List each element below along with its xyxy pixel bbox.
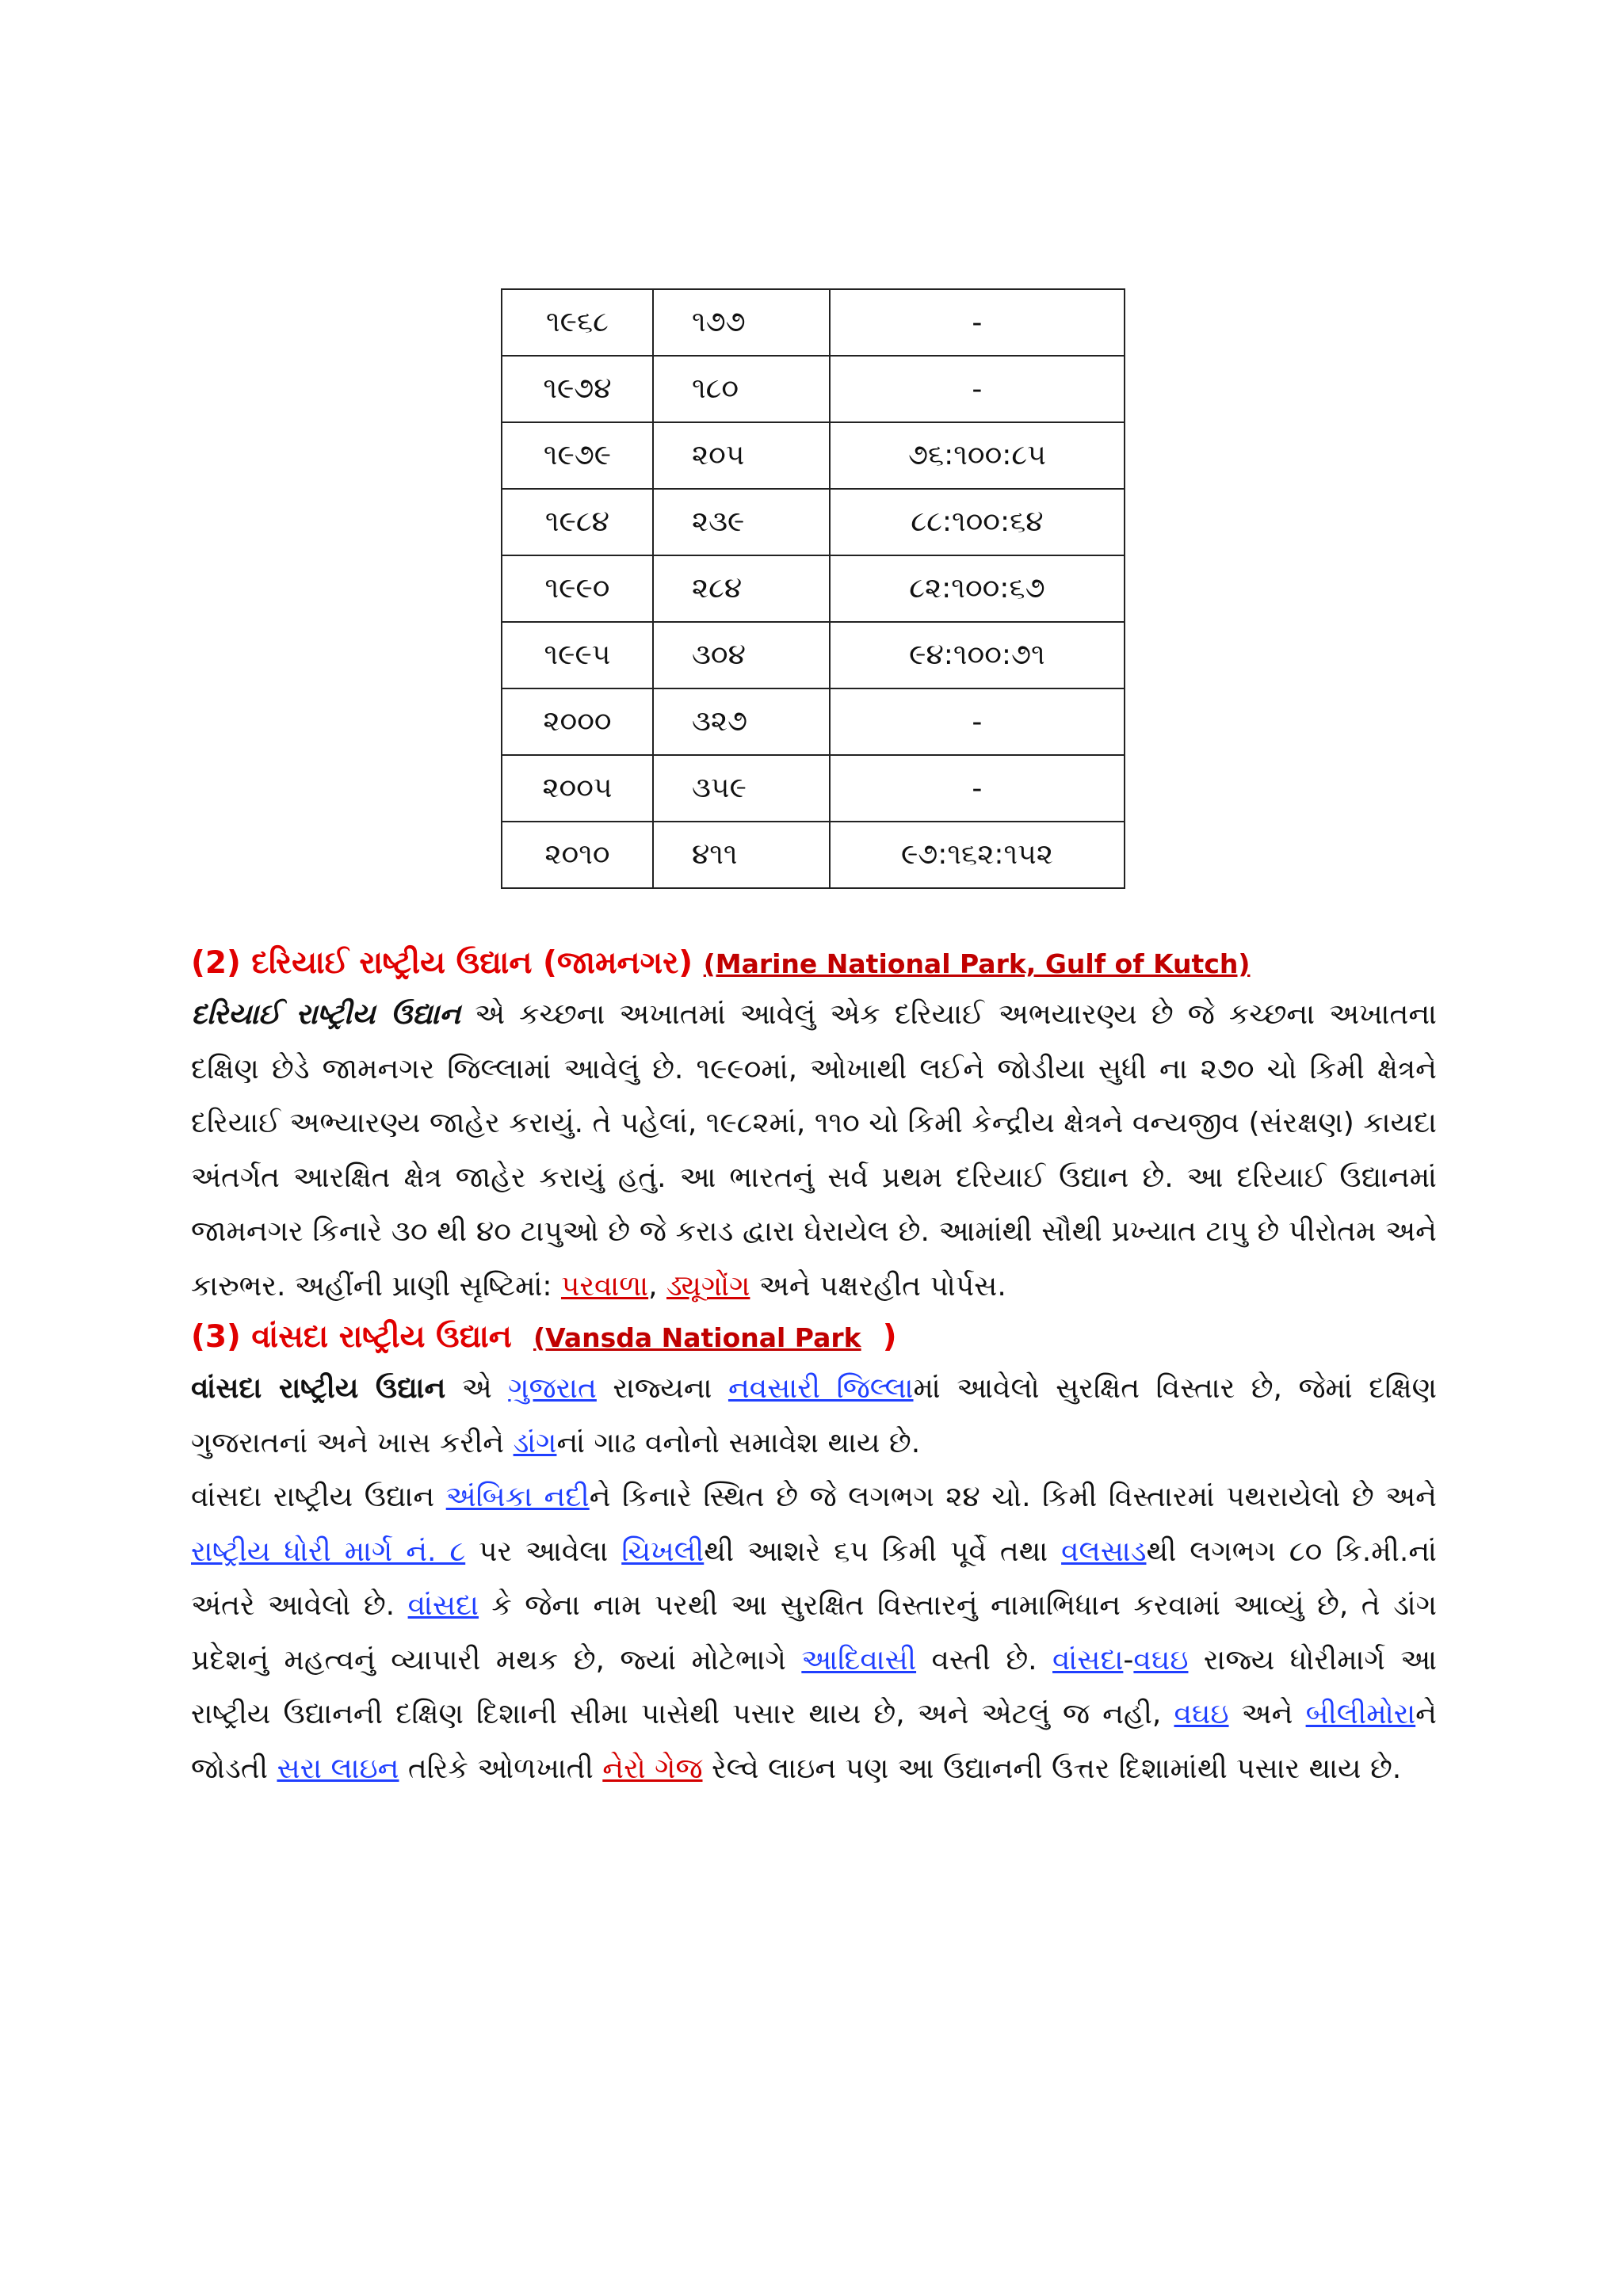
link-dugong[interactable]: ડ્યૂગોંગ xyxy=(666,1269,750,1302)
section2-heading-en: (Marine National Park, Gulf of Kutch) xyxy=(703,948,1251,979)
ratio-cell: ૯૪:૧૦૦:૭૧ xyxy=(830,622,1125,688)
ratio-cell: ૮૨:૧૦૦:૬૭ xyxy=(830,555,1125,622)
section3-heading xyxy=(191,1314,1437,1362)
link-ambika-river[interactable]: અંબિકા નદી xyxy=(445,1481,590,1513)
value-cell: ૨૩૯ xyxy=(653,489,830,555)
year-cell: ૧૯૮૪ xyxy=(502,489,653,555)
year-cell: ૨૦૦૫ xyxy=(502,755,653,822)
table-row xyxy=(502,688,1125,755)
link-gujarat[interactable]: ગુજરાત xyxy=(508,1372,597,1405)
link-coral[interactable]: પરવાળા xyxy=(560,1269,649,1302)
ratio-cell: - xyxy=(830,688,1125,755)
link-national-highway-8[interactable]: રાષ્ટ્રીય ધોરી માર્ગ નં. ૮ xyxy=(191,1535,466,1568)
link-vaghai[interactable]: વઘઇ xyxy=(1133,1643,1189,1676)
text: એ xyxy=(445,1372,509,1405)
value-cell: ૪૧૧ xyxy=(653,822,830,888)
value-cell: ૨૦૫ xyxy=(653,422,830,489)
text: ને જોડતી xyxy=(191,1698,1437,1785)
year-cell: ૨૦૧૦ xyxy=(502,822,653,888)
section3-paragraph-2 xyxy=(191,1470,1437,1796)
section2-text-end: અને પક્ષરહીત પોર્પસ. xyxy=(750,1269,1006,1302)
value-cell: ૩૫૯ xyxy=(653,755,830,822)
text: થી આશરે ૬૫ કિમી પૂર્વે તથા xyxy=(704,1535,1062,1568)
link-sara-line[interactable]: સરા લાઇન xyxy=(277,1752,399,1785)
ratio-cell: - xyxy=(830,356,1125,422)
section3-heading-gu: (3) વાંસદા રાષ્ટ્રીય ઉદ્યાન xyxy=(191,1319,512,1355)
year-cell: ૧૯૭૯ xyxy=(502,422,653,489)
text: ને કિનારે સ્થિત છે જે લગભગ ૨૪ ચો. કિમી વિસ્તારમાં પથરાયેલો છે અને xyxy=(589,1481,1437,1513)
content-body xyxy=(191,940,1437,1796)
section3-lead: વાંસદા રાષ્ટ્રીય ઉદ્યાન xyxy=(191,1372,446,1405)
text: નાં ગાઢ વનોનો સમાવેશ થાય છે. xyxy=(556,1426,921,1459)
year-cell: ૨૦૦૦ xyxy=(502,688,653,755)
section2-lead: દરિયાઈ રાષ્ટ્રીય ઉદ્યાન xyxy=(191,998,461,1031)
link-chikhli[interactable]: ચિખલી xyxy=(621,1535,705,1568)
section3-heading-en: (Vansda National Park xyxy=(533,1322,861,1353)
link-bilimora[interactable]: બીલીમોરા xyxy=(1305,1698,1416,1730)
link-valsad[interactable]: વલસાડ xyxy=(1061,1535,1147,1568)
link-vansda[interactable]: વાંસદા xyxy=(407,1589,479,1622)
value-cell: ૧૮૦ xyxy=(653,356,830,422)
year-cell: ૧૯૯૫ xyxy=(502,622,653,688)
section2-heading-gu: (2) દરિયાઈ રાષ્ટ્રીય ઉદ્યાન (જામનગર) xyxy=(191,945,693,981)
table-row xyxy=(502,422,1125,489)
text: રાજ્ય ધોરીમાર્ગ આ રાષ્ટ્રીય ઉદ્યાનની દક્ષિણ દિશાની સીમા પાસેથી પસાર થાય છે, અને એટલું જ નહી, xyxy=(191,1643,1438,1730)
text: માં આવેલો સુરક્ષિત વિસ્તાર છે, જેમાં દક્ષિણ ગુજરાતનાં અને ખાસ કરીને xyxy=(191,1372,1438,1459)
table-body xyxy=(502,289,1125,888)
table-row xyxy=(502,356,1125,422)
text: થી લગભગ ૮૦ કિ.મી.નાં અંતરે આવેલો છે. xyxy=(191,1535,1437,1622)
table-row xyxy=(502,755,1125,822)
table-row xyxy=(502,622,1125,688)
link-navsari-district[interactable]: નવસારી જિલ્લા xyxy=(727,1372,914,1405)
population-table xyxy=(501,288,1125,889)
table-row xyxy=(502,822,1125,888)
table-row xyxy=(502,489,1125,555)
link-vansda-2[interactable]: વાંસદા xyxy=(1052,1643,1124,1676)
text: રેલ્વે લાઇન પણ આ ઉદ્યાનની ઉત્તર દિશામાંથી પસાર થાય છે. xyxy=(702,1752,1402,1785)
value-cell: ૩૦૪ xyxy=(653,622,830,688)
separator: , xyxy=(648,1269,666,1302)
year-cell: ૧૯૭૪ xyxy=(502,356,653,422)
link-narrow-gauge[interactable]: નેરો ગેજ xyxy=(602,1752,703,1785)
section3-paragraph-1 xyxy=(191,1362,1437,1470)
ratio-cell: ૭૬:૧૦૦:૮૫ xyxy=(830,422,1125,489)
link-vaghai-2[interactable]: વઘઇ xyxy=(1174,1698,1229,1730)
value-cell: ૨૮૪ xyxy=(653,555,830,622)
text: વસ્તી છે. xyxy=(916,1643,1053,1676)
ratio-cell: ૯૭:૧૬૨:૧૫૨ xyxy=(830,822,1125,888)
table-row xyxy=(502,289,1125,356)
section3-heading-close: ) xyxy=(882,1319,897,1355)
section2-paragraph xyxy=(191,988,1437,1314)
text: પર આવેલા xyxy=(465,1535,622,1568)
table-row xyxy=(502,555,1125,622)
ratio-cell: - xyxy=(830,755,1125,822)
section2-text: એ કચ્છના અખાતમાં આવેલું એક દરિયાઈ અભયારણ્ય છે જે કચ્છના અખાતના દક્ષિણ છેડે જામનગર જિલ્લામાં આવેલું છે. ૧૯૯૦માં, ઓખાથી લઈને જોડીયા સુધી ના ૨૭૦ ચો કિમી ક્ષેત્રને દરિયાઈ અભ્યારણ્ય જાહેર કરાયું. તે પહેલાં, ૧૯૮૨માં, ૧૧૦ ચો કિમી કેન્દ્રીય ક્ષેત્રને વન્યજીવ (સંરક્ષણ) કાયદા અંતર્ગત આરક્ષિત ક્ષેત્ર જાહેર કરાયું હતું. આ ભારતનું સર્વ પ્રથમ દરિયાઈ ઉદ્યાન છે. આ દરિયાઈ ઉદ્યાનમાં જામનગર કિનારે ૩૦ થી ૪૦ ટાપુઓ છે જે કરાડ દ્વારા ઘેરાયેલ છે. આમાંથી સૌથી પ્રખ્યાત ટાપુ છે પીરોતમ અને કારુભર. અહીંની પ્રાણી સૃષ્ટિમાં: xyxy=(191,998,1437,1302)
text: કે જેના નામ પરથી આ સુરક્ષિત વિસ્તારનું નામાભિધાન કરવામાં આવ્યું છે, તે ડાંગ પ્રદેશનું મહત્વનું વ્યાપારી મથક છે, જ્યાં મોટેભાગે xyxy=(191,1589,1437,1676)
link-adivasi[interactable]: આદિવાસી xyxy=(801,1643,917,1676)
text: તરિકે ઓળખાતી xyxy=(399,1752,603,1785)
year-cell: ૧૯૯૦ xyxy=(502,555,653,622)
link-dang[interactable]: ડાંગ xyxy=(513,1426,557,1459)
year-cell: ૧૯૬૮ xyxy=(502,289,653,356)
ratio-cell: - xyxy=(830,289,1125,356)
dash: - xyxy=(1123,1643,1134,1676)
text: રાજ્યના xyxy=(596,1372,728,1405)
text: વાંસદા રાષ્ટ્રીય ઉદ્યાન xyxy=(191,1481,446,1513)
text: અને xyxy=(1228,1698,1306,1730)
section2-heading xyxy=(191,940,1437,988)
ratio-cell: ૮૮:૧૦૦:૬૪ xyxy=(830,489,1125,555)
value-cell: ૩૨૭ xyxy=(653,688,830,755)
value-cell: ૧૭૭ xyxy=(653,289,830,356)
